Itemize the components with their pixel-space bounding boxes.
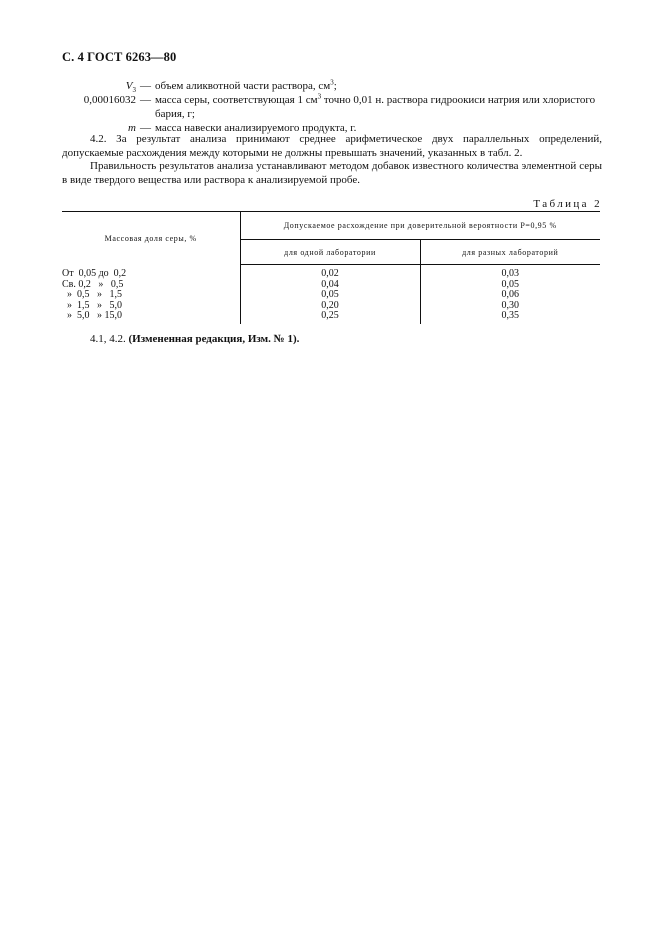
cell-one-lab: 0,20 <box>240 301 420 312</box>
definition-text: масса серы, соответствующая 1 $см^3$ точно 0,01 н. раствора гидроокиси натрия или хлористого бария, г; <box>155 92 596 120</box>
tolerance-table <box>62 211 600 324</box>
body-paragraphs <box>62 133 602 187</box>
definition-v3 <box>62 79 602 93</box>
table-row <box>62 311 600 324</box>
cell-one-lab: 0,04 <box>240 280 420 291</box>
cell-range: » 5,0 » 15,0 <box>62 310 122 322</box>
cell-one-lab: 0,02 <box>240 265 420 280</box>
definition-dash: — <box>140 122 151 134</box>
cell-different-labs: 0,06 <box>420 290 600 301</box>
column-header-different-labs: для разных лабораторий <box>420 240 600 265</box>
cell-range: » 0,5 » 1,5 <box>62 289 122 301</box>
cell-different-labs: 0,05 <box>420 280 600 291</box>
paragraph-4-2: 4.2. За результат анализа принимают среднее арифметическое двух параллельных определений, допускаемые расхождения между которыми не должны превышать значений, указанных в табл. 2. <box>62 133 602 159</box>
cell-different-labs: 0,35 <box>420 311 600 324</box>
cell-different-labs: 0,03 <box>420 265 600 280</box>
cell-range: От 0,05 до 0,2 <box>62 267 127 279</box>
table-caption: Таблица 2 <box>533 198 602 210</box>
column-header-one-lab: для одной лаборатории <box>240 240 420 265</box>
cell-one-lab: 0,25 <box>240 311 420 324</box>
cell-different-labs: 0,30 <box>420 301 600 312</box>
definition-coefficient <box>62 93 602 121</box>
amendment-note-bold: (Измененная редакция, Изм. № 1). <box>128 333 300 345</box>
definition-symbol: 0,00016032 <box>83 94 136 106</box>
definition-dash: — <box>140 80 151 92</box>
definition-symbol: $V_3$ <box>125 80 136 95</box>
definitions-list <box>62 79 602 135</box>
cell-range: » 1,5 » 5,0 <box>62 299 122 311</box>
paragraph-accuracy: Правильность результатов анализа устанавливают методом добавок известного количества элементной серы в виде твердого вещества или раствора к анализируемой пробе. <box>62 160 602 186</box>
amendment-note-prefix: 4.1, 4.2. <box>90 333 129 345</box>
page-header: С. 4 ГОСТ 6263—80 <box>62 50 177 64</box>
definition-symbol: m <box>128 122 136 134</box>
column-header-tolerance: Допускаемое расхождение при доверительной вероятности P=0,95 % <box>240 212 600 240</box>
table-row <box>62 265 600 280</box>
column-header-mass-fraction: Массовая доля серы, % <box>62 212 240 265</box>
definition-text: объем аликвотной части раствора, $см^3$; <box>155 78 337 92</box>
cell-one-lab: 0,05 <box>240 290 420 301</box>
amendment-note <box>90 333 299 345</box>
definition-text: масса навески анализируемого продукта, г. <box>155 122 357 134</box>
cell-range: Св. 0,2 » 0,5 <box>62 278 124 290</box>
definition-dash: — <box>140 94 151 106</box>
